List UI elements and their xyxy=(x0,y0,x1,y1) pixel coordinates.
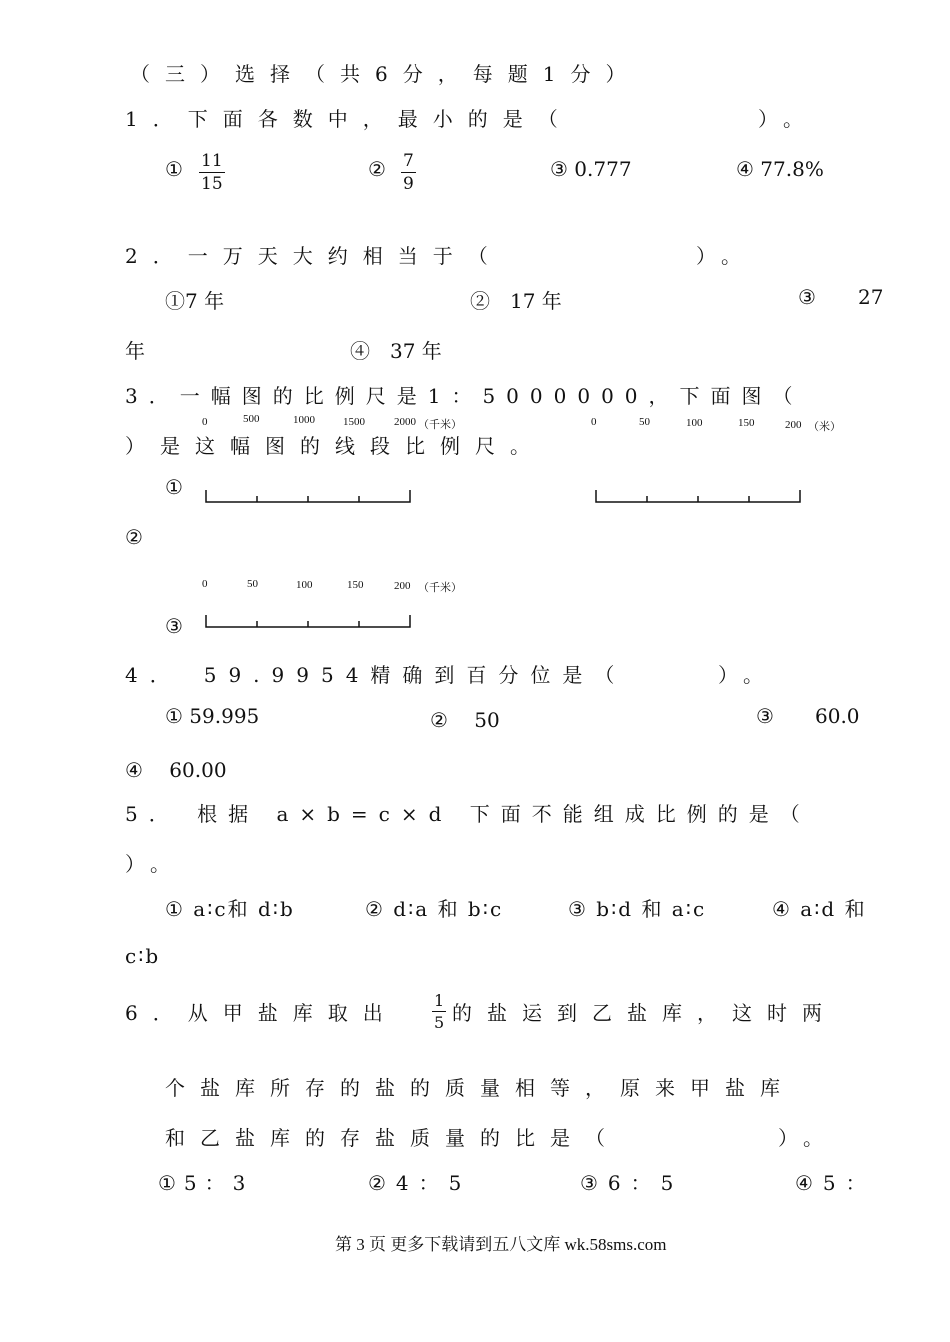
q3-ruler-2-scale-bar xyxy=(594,488,806,504)
q3-ruler-1-tick-label: 0 xyxy=(202,416,208,428)
q3-ruler-3-tick-label: 50 xyxy=(247,578,258,590)
q3-ruler-3-scale-bar xyxy=(204,613,416,629)
q2-option-1[interactable]: ①7 年 xyxy=(165,289,225,313)
question-3-stem-2: ）是这幅图的线段比例尺。 xyxy=(125,434,545,458)
q3-ruler-1-scale-bar xyxy=(204,488,416,504)
q3-ruler-3-tick-label: 100 xyxy=(296,579,313,591)
page-footer: 第 3 页 更多下载请到五八文库 wk.58sms.com xyxy=(335,1235,667,1254)
question-6-stem-2: 个盐库所存的盐的质量相等，原来甲盐库 xyxy=(165,1076,795,1100)
q2-option-3-value[interactable]: 27 xyxy=(858,285,884,309)
q4-option-2[interactable]: ② 50 xyxy=(430,708,500,732)
question-6-stem-3-end: ）。 xyxy=(778,1126,838,1150)
q4-option-3-value[interactable]: 60.0 xyxy=(815,704,860,728)
q3-ruler-2-tick-label: 150 xyxy=(738,417,755,429)
section-title: （三）选择（共6分，每题1分） xyxy=(130,62,641,86)
q3-ruler-2-tick-label: 200 xyxy=(785,419,802,431)
q2-option-2[interactable]: ② 17 年 xyxy=(470,289,562,313)
q5-option-3[interactable]: ③ b∶d 和 a∶c xyxy=(568,897,707,921)
q4-option-1[interactable]: ① 59.995 xyxy=(165,704,260,728)
question-3-stem: 3．一幅图的比例尺是1：5000000，下面图（ xyxy=(125,384,804,408)
q3-option-1-mark[interactable]: ① xyxy=(165,475,183,499)
q3-ruler-1-unit: （千米） xyxy=(418,419,462,431)
q2-option-3-continued: 年 xyxy=(125,339,145,363)
question-5-stem: 5． 根据 a×b=c×d 下面不能组成比例的是（ xyxy=(125,802,811,826)
q1-option-2-fraction[interactable] xyxy=(401,153,416,193)
question-2-stem: 2．一万天大约相当于（ xyxy=(125,244,503,268)
q3-ruler-2-tick-label: 50 xyxy=(639,416,650,428)
q4-option-4[interactable]: ④ 60.00 xyxy=(125,758,227,782)
q3-ruler-1-tick-label: 1000 xyxy=(293,414,315,426)
question-4-stem: 4． 59.9954精确到百分位是（ xyxy=(125,663,627,687)
q3-ruler-1-tick-label: 500 xyxy=(243,413,260,425)
question-6-stem-b: 的盐运到乙盐库，这时两 xyxy=(452,1001,837,1025)
q6-option-2[interactable]: ②4：5 xyxy=(368,1171,472,1195)
question-4-stem-end: ）。 xyxy=(718,663,778,687)
question-5-stem-2: ）。 xyxy=(125,852,185,876)
q6-option-4[interactable]: ④5： xyxy=(795,1171,876,1195)
q3-ruler-1-tick-label: 1500 xyxy=(343,416,365,428)
q5-option-4[interactable]: ④ a∶d 和 xyxy=(772,897,867,921)
question-6-fraction-numerator: 1 xyxy=(434,991,445,1010)
q3-ruler-3-tick-label: 150 xyxy=(347,579,364,591)
q3-ruler-1-tick-label: 2000 xyxy=(394,416,416,428)
q3-ruler-3-tick-label: 0 xyxy=(202,578,208,590)
q1-option-4[interactable]: ④ 77.8% xyxy=(736,157,824,181)
q1-option-1-numerator: 11 xyxy=(201,151,223,171)
q1-option-2-mark[interactable]: ② xyxy=(368,157,386,181)
q5-option-1[interactable]: ① a∶c和 d∶b xyxy=(165,897,295,921)
q2-option-4[interactable]: ④ 37 年 xyxy=(350,339,442,363)
question-6-stem-a: 6．从甲盐库取出 xyxy=(125,1001,398,1025)
q3-option-2-mark[interactable]: ② xyxy=(125,525,143,549)
q3-ruler-2-tick-label: 100 xyxy=(686,417,703,429)
q2-option-3-mark[interactable]: ③ xyxy=(798,285,816,309)
q3-option-3-mark[interactable]: ③ xyxy=(165,614,183,638)
q4-option-3-mark[interactable]: ③ xyxy=(756,704,774,728)
q1-option-1-mark[interactable]: ① xyxy=(165,157,183,181)
q1-option-1-denominator: 15 xyxy=(201,174,223,194)
q1-option-1-fraction[interactable] xyxy=(199,153,225,193)
q5-option-2[interactable]: ② d∶a 和 b∶c xyxy=(365,897,504,921)
q6-option-1[interactable]: ①5：3 xyxy=(158,1171,254,1195)
question-6-fraction xyxy=(432,993,446,1031)
q3-ruler-2-tick-label: 0 xyxy=(591,416,597,428)
q3-ruler-2-unit: （米） xyxy=(808,421,841,433)
q3-ruler-3-unit: （千米） xyxy=(418,582,462,594)
q1-option-2-numerator: 7 xyxy=(403,151,414,171)
q5-option-4-continued: c∶b xyxy=(125,944,161,968)
q1-option-2-denominator: 9 xyxy=(403,174,414,194)
q1-option-3[interactable]: ③ 0.777 xyxy=(550,157,632,181)
question-6-stem-3: 和乙盐库的存盐质量的比是（ xyxy=(165,1126,620,1150)
question-2-stem-end: ）。 xyxy=(696,244,756,268)
q6-option-3[interactable]: ③6：5 xyxy=(580,1171,684,1195)
q3-ruler-3-tick-label: 200 xyxy=(394,580,411,592)
question-1-stem-end: ）。 xyxy=(758,107,818,131)
question-1-stem: 1．下面各数中，最小的是（ xyxy=(125,107,573,131)
question-6-fraction-denominator: 5 xyxy=(434,1013,445,1032)
